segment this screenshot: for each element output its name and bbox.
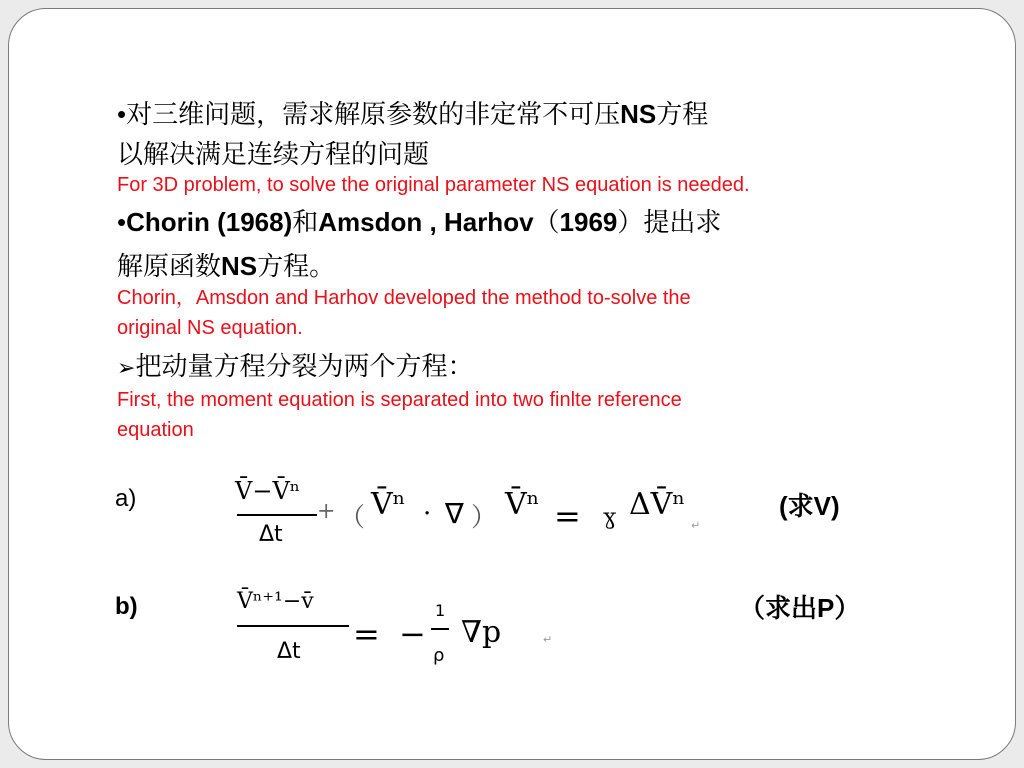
- equation-a-equals: =: [554, 497, 581, 535]
- bullet2-line2: [117, 249, 335, 283]
- equation-a-denominator: Δt: [259, 522, 283, 547]
- bullet1-line1-prefix: •对三维问题，需求解原参数的非定常不可压: [117, 99, 621, 129]
- bullet2-bold3: 1969: [559, 207, 618, 237]
- bullet3-english-line1: First, the moment equation is separated into two finlte reference: [117, 389, 682, 411]
- equation-a-dot: ·: [423, 499, 432, 529]
- equation-a-label: a): [115, 485, 137, 512]
- paragraph-mark-icon: ↵: [691, 520, 701, 532]
- bullet1-english: For 3D problem, to solve the original parameter NS equation is needed.: [117, 174, 750, 196]
- bullet3-text: 把动量方程分裂为两个方程：: [135, 351, 474, 381]
- equation-a-plus: +: [317, 499, 336, 524]
- bullet2-paren-close: ）提出求: [617, 207, 722, 237]
- bullet2-bold1: Chorin (1968): [126, 207, 293, 237]
- bullet1-line2: 以解决满足连续方程的问题: [117, 139, 430, 169]
- bullet2-line2-prefix: 解原函数: [117, 251, 222, 281]
- equation-a-vn2: V̄ⁿ: [505, 487, 540, 522]
- bullet1-line1-bold: NS: [620, 99, 657, 129]
- bullet2-bullet: •: [117, 207, 127, 237]
- bullet2-line2-suffix: 方程。: [257, 251, 336, 281]
- equation-b-rho: ρ: [433, 645, 445, 666]
- equation-a-paren-open: （: [339, 503, 366, 533]
- equation-b-gradient: ∇p: [461, 615, 502, 650]
- bullet2-english-line1: Chorin，Amsdon and Harhov developed the method to-solve the: [117, 287, 691, 309]
- bullet2-paren-open: （: [533, 207, 560, 237]
- bullet1-line1: [117, 97, 708, 131]
- nabla-symbol: ∇: [445, 497, 464, 530]
- equation-a-vn1: V̄ⁿ: [371, 487, 406, 522]
- equation-b-numerator: V̄ⁿ⁺¹−v̄: [237, 589, 314, 614]
- bullet1-line1-suffix: 方程: [656, 99, 709, 129]
- equation-a-note: (求V): [779, 491, 840, 521]
- slide: [8, 8, 1016, 760]
- bullet2-mid: 和: [292, 207, 319, 237]
- equation-a-gamma: ɣ: [603, 505, 617, 530]
- equation-a-fraction-bar: [237, 514, 317, 516]
- bullet3-line: [117, 349, 473, 385]
- paragraph-mark-icon: ↵: [543, 634, 553, 646]
- equation-b-minus: −: [399, 615, 426, 653]
- equation-b-equals: =: [353, 615, 380, 653]
- bullet2-line1: [117, 205, 721, 239]
- bullet2-line2-bold: NS: [221, 251, 258, 281]
- equation-a-laplacian: ΔV̄ⁿ: [629, 487, 686, 522]
- equation-b-note: （求出P）: [739, 593, 861, 623]
- equation-b-small-bar: [431, 628, 449, 630]
- equation-a-numerator: V̄−V̄ⁿ: [235, 477, 301, 505]
- equation-b-one: 1: [435, 601, 446, 620]
- bullet3-english-line2: equation: [117, 419, 194, 441]
- equation-b-denominator: Δt: [277, 639, 301, 664]
- bullet2-english-line2: original NS equation.: [117, 317, 303, 339]
- equation-b-fraction-bar: [237, 625, 349, 627]
- arrow-bullet-icon: ➢: [117, 355, 136, 380]
- equation-b-label: b): [115, 593, 138, 620]
- bullet2-bold2: Amsdon , Harhov: [318, 207, 534, 237]
- equation-a-paren-close: ）: [471, 503, 498, 533]
